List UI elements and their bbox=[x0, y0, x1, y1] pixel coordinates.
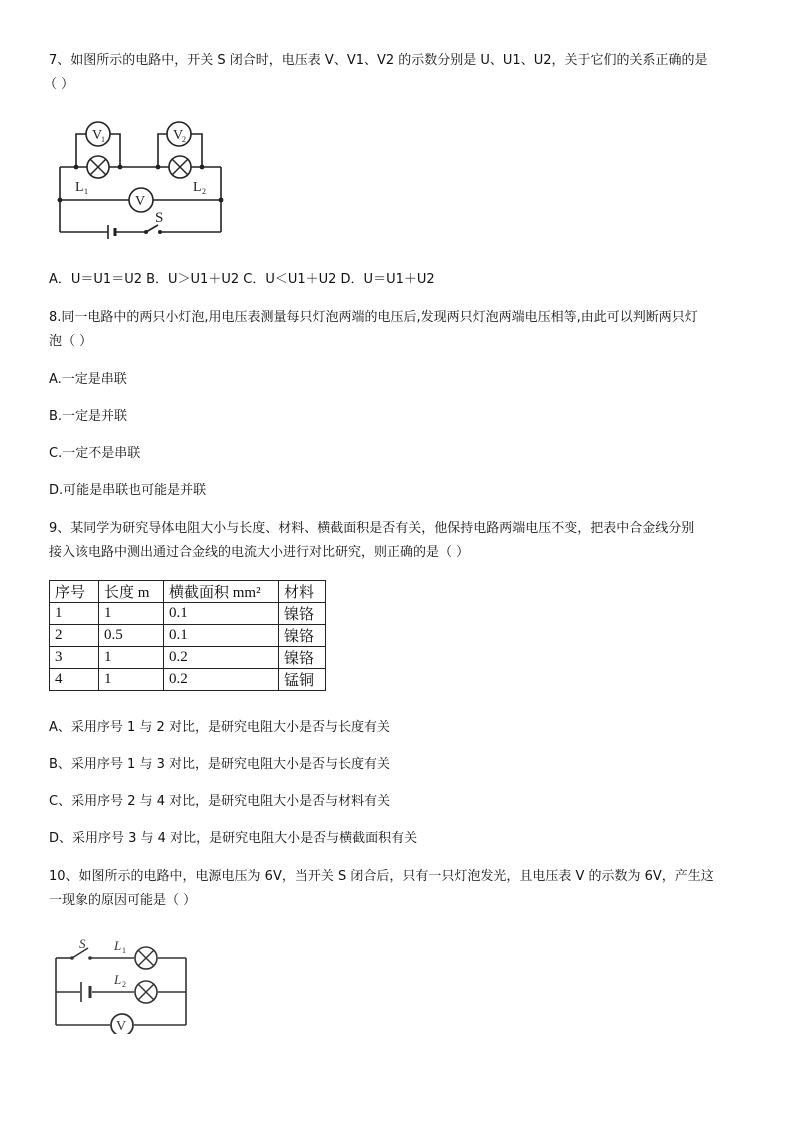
table-row bbox=[50, 603, 326, 625]
v1-label: V bbox=[92, 128, 103, 143]
q8-stem-line2: 泡（ ） bbox=[49, 334, 93, 349]
table-cell: 2 bbox=[50, 625, 99, 647]
table-cell: 镍铬 bbox=[279, 647, 326, 669]
table-cell: 镍铬 bbox=[279, 625, 326, 647]
col-header-material: 材料 bbox=[279, 581, 326, 603]
q10-lamp-l2-icon bbox=[135, 981, 157, 1003]
table-cell: 0.5 bbox=[99, 625, 164, 647]
v2-label: V bbox=[173, 128, 184, 143]
l2-label: L bbox=[193, 180, 202, 195]
v-label: V bbox=[135, 194, 146, 209]
q10-stem-line2: 一现象的原因可能是（ ） bbox=[49, 893, 197, 908]
q10-stem-line1: 10、如图所示的电路中，电源电压为 6V，当开关 S 闭合后，只有一只灯泡发光，且电压表 V 的示数为 6V，产生这 bbox=[49, 869, 714, 884]
table-header-row bbox=[50, 581, 326, 603]
q9-stem-line2: 接入该电路中测出通过合金线的电流大小进行对比研究，则正确的是（ ） bbox=[49, 545, 470, 560]
q10-l2-subscript: 2 bbox=[122, 980, 126, 989]
q10-switch-s-label: S bbox=[79, 936, 86, 951]
lamp-l1-icon bbox=[87, 156, 109, 178]
q10-lamp-l1-icon bbox=[135, 947, 157, 969]
table-cell: 0.1 bbox=[164, 625, 279, 647]
col-header-index: 序号 bbox=[50, 581, 99, 603]
lamp-l2-icon bbox=[169, 156, 191, 178]
table-cell: 锰铜 bbox=[279, 669, 326, 691]
table-cell: 镍铬 bbox=[279, 603, 326, 625]
q8-option-d: D.可能是串联也可能是并联 bbox=[49, 483, 207, 498]
table-cell: 0.2 bbox=[164, 669, 279, 691]
q8-stem-line1: 8.同一电路中的两只小灯泡,用电压表测量每只灯泡两端的电压后,发现两只灯泡两端电压相等,由此可以判断两只灯 bbox=[49, 310, 698, 325]
col-header-length: 长度 m bbox=[99, 581, 164, 603]
voltmeter-v-icon bbox=[129, 188, 153, 212]
q7-circuit-diagram bbox=[48, 112, 238, 242]
table-row bbox=[50, 625, 326, 647]
q7-stem-line2: （ ） bbox=[44, 77, 75, 92]
voltmeter-v2-icon bbox=[167, 122, 191, 146]
l2-subscript: 2 bbox=[202, 187, 206, 196]
table-cell: 1 bbox=[50, 603, 99, 625]
q10-voltmeter-v-icon bbox=[111, 1014, 133, 1034]
q8-option-a: A.一定是串联 bbox=[49, 372, 127, 387]
table-cell: 1 bbox=[99, 603, 164, 625]
q9-option-d: D、采用序号 3 与 4 对比，是研究电阻大小是否与横截面积有关 bbox=[49, 831, 418, 846]
table-cell: 3 bbox=[50, 647, 99, 669]
q7-stem-line1: 7、如图所示的电路中，开关 S 闭合时，电压表 V、V1、V2 的示数分别是 U、U1、U2，关于它们的关系正确的是 bbox=[49, 53, 708, 68]
switch-s-label: S bbox=[155, 210, 164, 226]
q10-l1-label: L bbox=[114, 938, 122, 953]
q9-option-c: C、采用序号 2 与 4 对比，是研究电阻大小是否与材料有关 bbox=[49, 794, 391, 809]
q10-circuit-diagram bbox=[50, 934, 200, 1034]
q9-stem-line1: 9、某同学为研究导体电阻大小与长度、材料、横截面积是否有关，他保持电路两端电压不变，把表中合金线分别 bbox=[49, 521, 695, 536]
table-cell: 0.1 bbox=[164, 603, 279, 625]
table-cell: 4 bbox=[50, 669, 99, 691]
table-cell: 1 bbox=[99, 669, 164, 691]
table-row bbox=[50, 669, 326, 691]
q9-option-a: A、采用序号 1 与 2 对比，是研究电阻大小是否与长度有关 bbox=[49, 720, 390, 735]
q8-option-b: B.一定是并联 bbox=[49, 409, 128, 424]
l1-subscript: 1 bbox=[84, 187, 88, 196]
table-row bbox=[50, 647, 326, 669]
q10-v-label: V bbox=[116, 1019, 127, 1034]
q7-options: A．U＝U1＝U2 B．U＞U1＋U2 C．U＜U1＋U2 D．U＝U1＋U2 bbox=[49, 272, 435, 287]
v2-subscript: 2 bbox=[182, 135, 186, 144]
l1-label: L bbox=[75, 180, 84, 195]
table-cell: 0.2 bbox=[164, 647, 279, 669]
q8-option-c: C.一定不是串联 bbox=[49, 446, 141, 461]
wire-parameters-table bbox=[49, 580, 326, 691]
q10-l1-subscript: 1 bbox=[122, 946, 126, 955]
q9-option-b: B、采用序号 1 与 3 对比，是研究电阻大小是否与长度有关 bbox=[49, 757, 390, 772]
table-cell: 1 bbox=[99, 647, 164, 669]
v1-subscript: 1 bbox=[101, 135, 105, 144]
col-header-area: 横截面积 mm² bbox=[164, 581, 279, 603]
voltmeter-v1-icon bbox=[86, 122, 110, 146]
q10-l2-label: L bbox=[114, 972, 122, 987]
